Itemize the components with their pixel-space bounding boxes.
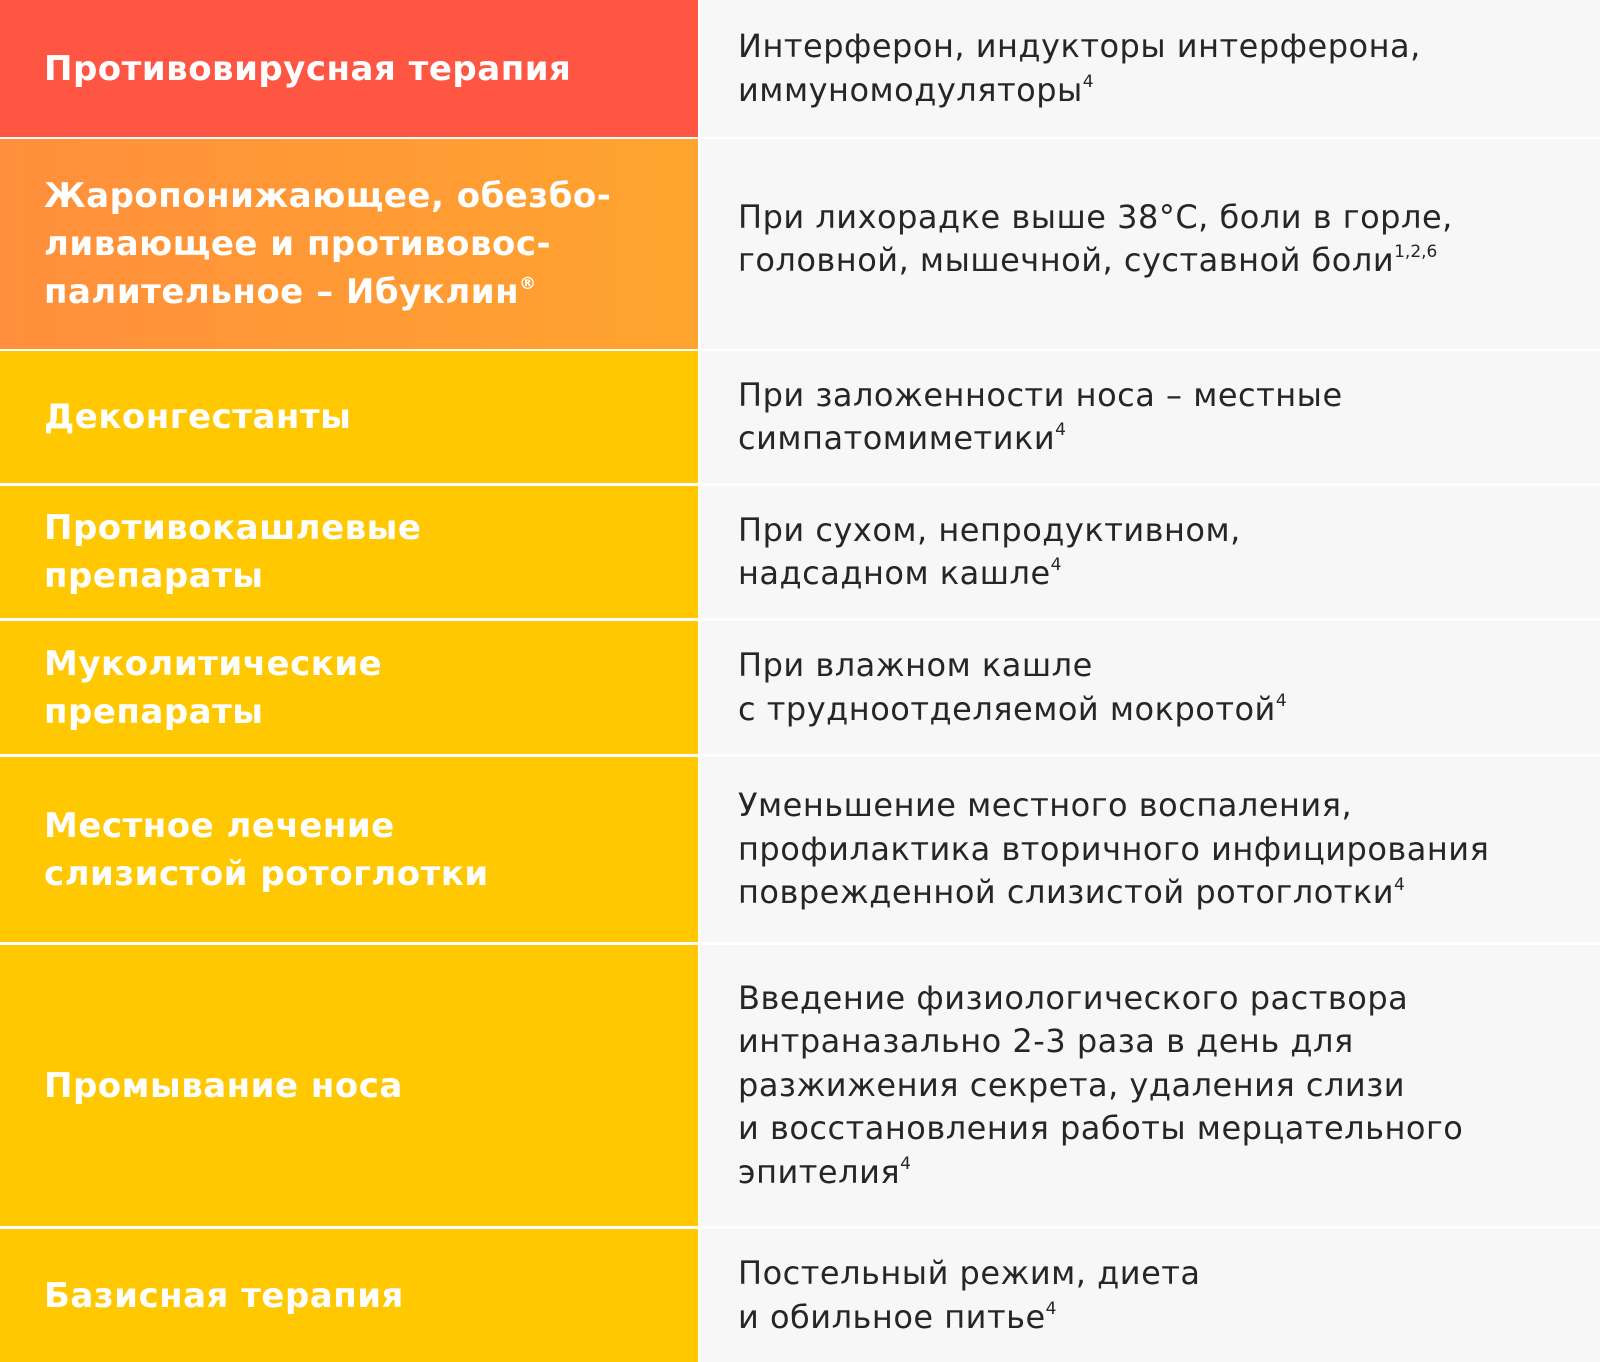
therapy-description-cell xyxy=(700,351,1600,483)
therapy-description-text xyxy=(738,977,1463,1195)
therapy-category-text xyxy=(44,393,351,441)
therapy-category-text xyxy=(44,802,489,898)
footnote-ref: 4 xyxy=(1394,874,1405,895)
therapy-description-cell xyxy=(700,486,1600,618)
description-line: профилактика вторичного инфицирования xyxy=(738,829,1490,868)
description-line: и обильное питье xyxy=(738,1297,1046,1336)
therapy-category-text xyxy=(44,45,571,93)
category-line: Местное лечение xyxy=(44,805,395,846)
therapy-category-cell xyxy=(0,757,698,942)
category-line: Базисная терапия xyxy=(44,1275,404,1316)
table-row xyxy=(0,757,1600,942)
table-row xyxy=(0,621,1600,754)
therapy-category-text xyxy=(44,1272,404,1320)
description-line: При сухом, непродуктивном, xyxy=(738,510,1241,549)
category-line: Противокашлевые xyxy=(44,508,422,548)
description-line: иммуномодуляторы xyxy=(738,70,1083,109)
table-row xyxy=(0,351,1600,483)
therapy-category-cell xyxy=(0,621,698,754)
therapy-description-text xyxy=(738,509,1241,596)
description-line: с трудноотделяемой мокротой xyxy=(738,689,1276,728)
therapy-description-cell xyxy=(700,621,1600,754)
description-line: При лихорадке выше 38°С, боли в горле, xyxy=(738,197,1453,236)
description-line: симпатомиметики xyxy=(738,419,1056,457)
table-row xyxy=(0,945,1600,1226)
therapy-category-cell xyxy=(0,486,698,618)
therapy-description-cell xyxy=(700,945,1600,1226)
footnote-ref: 4 xyxy=(1082,71,1094,92)
therapy-description-text xyxy=(738,25,1421,112)
footnote-ref: 4 xyxy=(1045,1298,1057,1319)
category-line: Противовирусная терапия xyxy=(44,48,572,89)
footnote-ref: 4 xyxy=(900,1154,911,1175)
footnote-ref: 1,2,6 xyxy=(1394,242,1438,263)
category-line: слизистой ротоглотки xyxy=(44,853,489,894)
description-line: поврежденной слизистой ротоглотки xyxy=(738,873,1395,912)
therapy-category-text xyxy=(44,1062,403,1110)
table-row xyxy=(0,139,1600,349)
registered-mark: ® xyxy=(519,273,537,294)
therapy-description-text xyxy=(738,374,1343,461)
category-line: Жаропонижающее, обезбо- xyxy=(44,176,612,216)
therapy-category-cell xyxy=(0,351,698,483)
description-line: надсадном кашле xyxy=(738,554,1051,592)
footnote-ref: 4 xyxy=(1275,690,1287,711)
therapy-description-text xyxy=(738,196,1453,283)
category-line: палительное – Ибуклин xyxy=(44,272,520,312)
category-line: ливающее и противовос- xyxy=(44,224,552,264)
therapy-description-cell xyxy=(700,757,1600,942)
therapy-category-text xyxy=(44,172,611,316)
table-row xyxy=(0,486,1600,618)
therapy-description-cell xyxy=(700,0,1600,137)
category-line: препараты xyxy=(44,691,264,732)
therapy-description-text xyxy=(738,1252,1201,1339)
table-row xyxy=(0,1229,1600,1362)
description-line: головной, мышечной, суставной боли xyxy=(738,241,1395,279)
table-row xyxy=(0,0,1600,137)
footnote-ref: 4 xyxy=(1050,555,1062,576)
therapy-description-text xyxy=(738,784,1489,915)
category-line: Промывание носа xyxy=(44,1065,403,1106)
description-line: эпителия xyxy=(738,1152,901,1191)
description-line: При заложенности носа – местные xyxy=(738,375,1343,414)
description-line: Введение физиологического раствора xyxy=(738,978,1409,1017)
category-line: препараты xyxy=(44,556,264,596)
therapy-category-cell xyxy=(0,0,698,137)
description-line: Интерферон, индукторы интерферона, xyxy=(738,27,1421,65)
footnote-ref: 4 xyxy=(1055,420,1066,441)
therapy-category-cell xyxy=(0,139,698,349)
therapy-description-text xyxy=(738,644,1287,731)
therapy-category-text xyxy=(44,640,382,736)
therapy-description-cell xyxy=(700,1229,1600,1362)
description-line: интраназально 2-3 раза в день для xyxy=(738,1022,1354,1061)
description-line: и восстановления работы мерцательного xyxy=(738,1109,1464,1148)
description-line: Уменьшение местного воспаления, xyxy=(738,786,1353,825)
description-line: Постельный режим, диета xyxy=(738,1254,1201,1292)
description-line: При влажном кашле xyxy=(738,646,1093,684)
description-line: разжижения секрета, удаления слизи xyxy=(738,1065,1406,1104)
therapy-category-cell xyxy=(0,1229,698,1362)
therapy-category-cell xyxy=(0,945,698,1226)
therapy-description-cell xyxy=(700,139,1600,349)
category-line: Деконгестанты xyxy=(44,397,352,437)
therapy-category-text xyxy=(44,504,421,600)
category-line: Муколитические xyxy=(44,643,383,684)
